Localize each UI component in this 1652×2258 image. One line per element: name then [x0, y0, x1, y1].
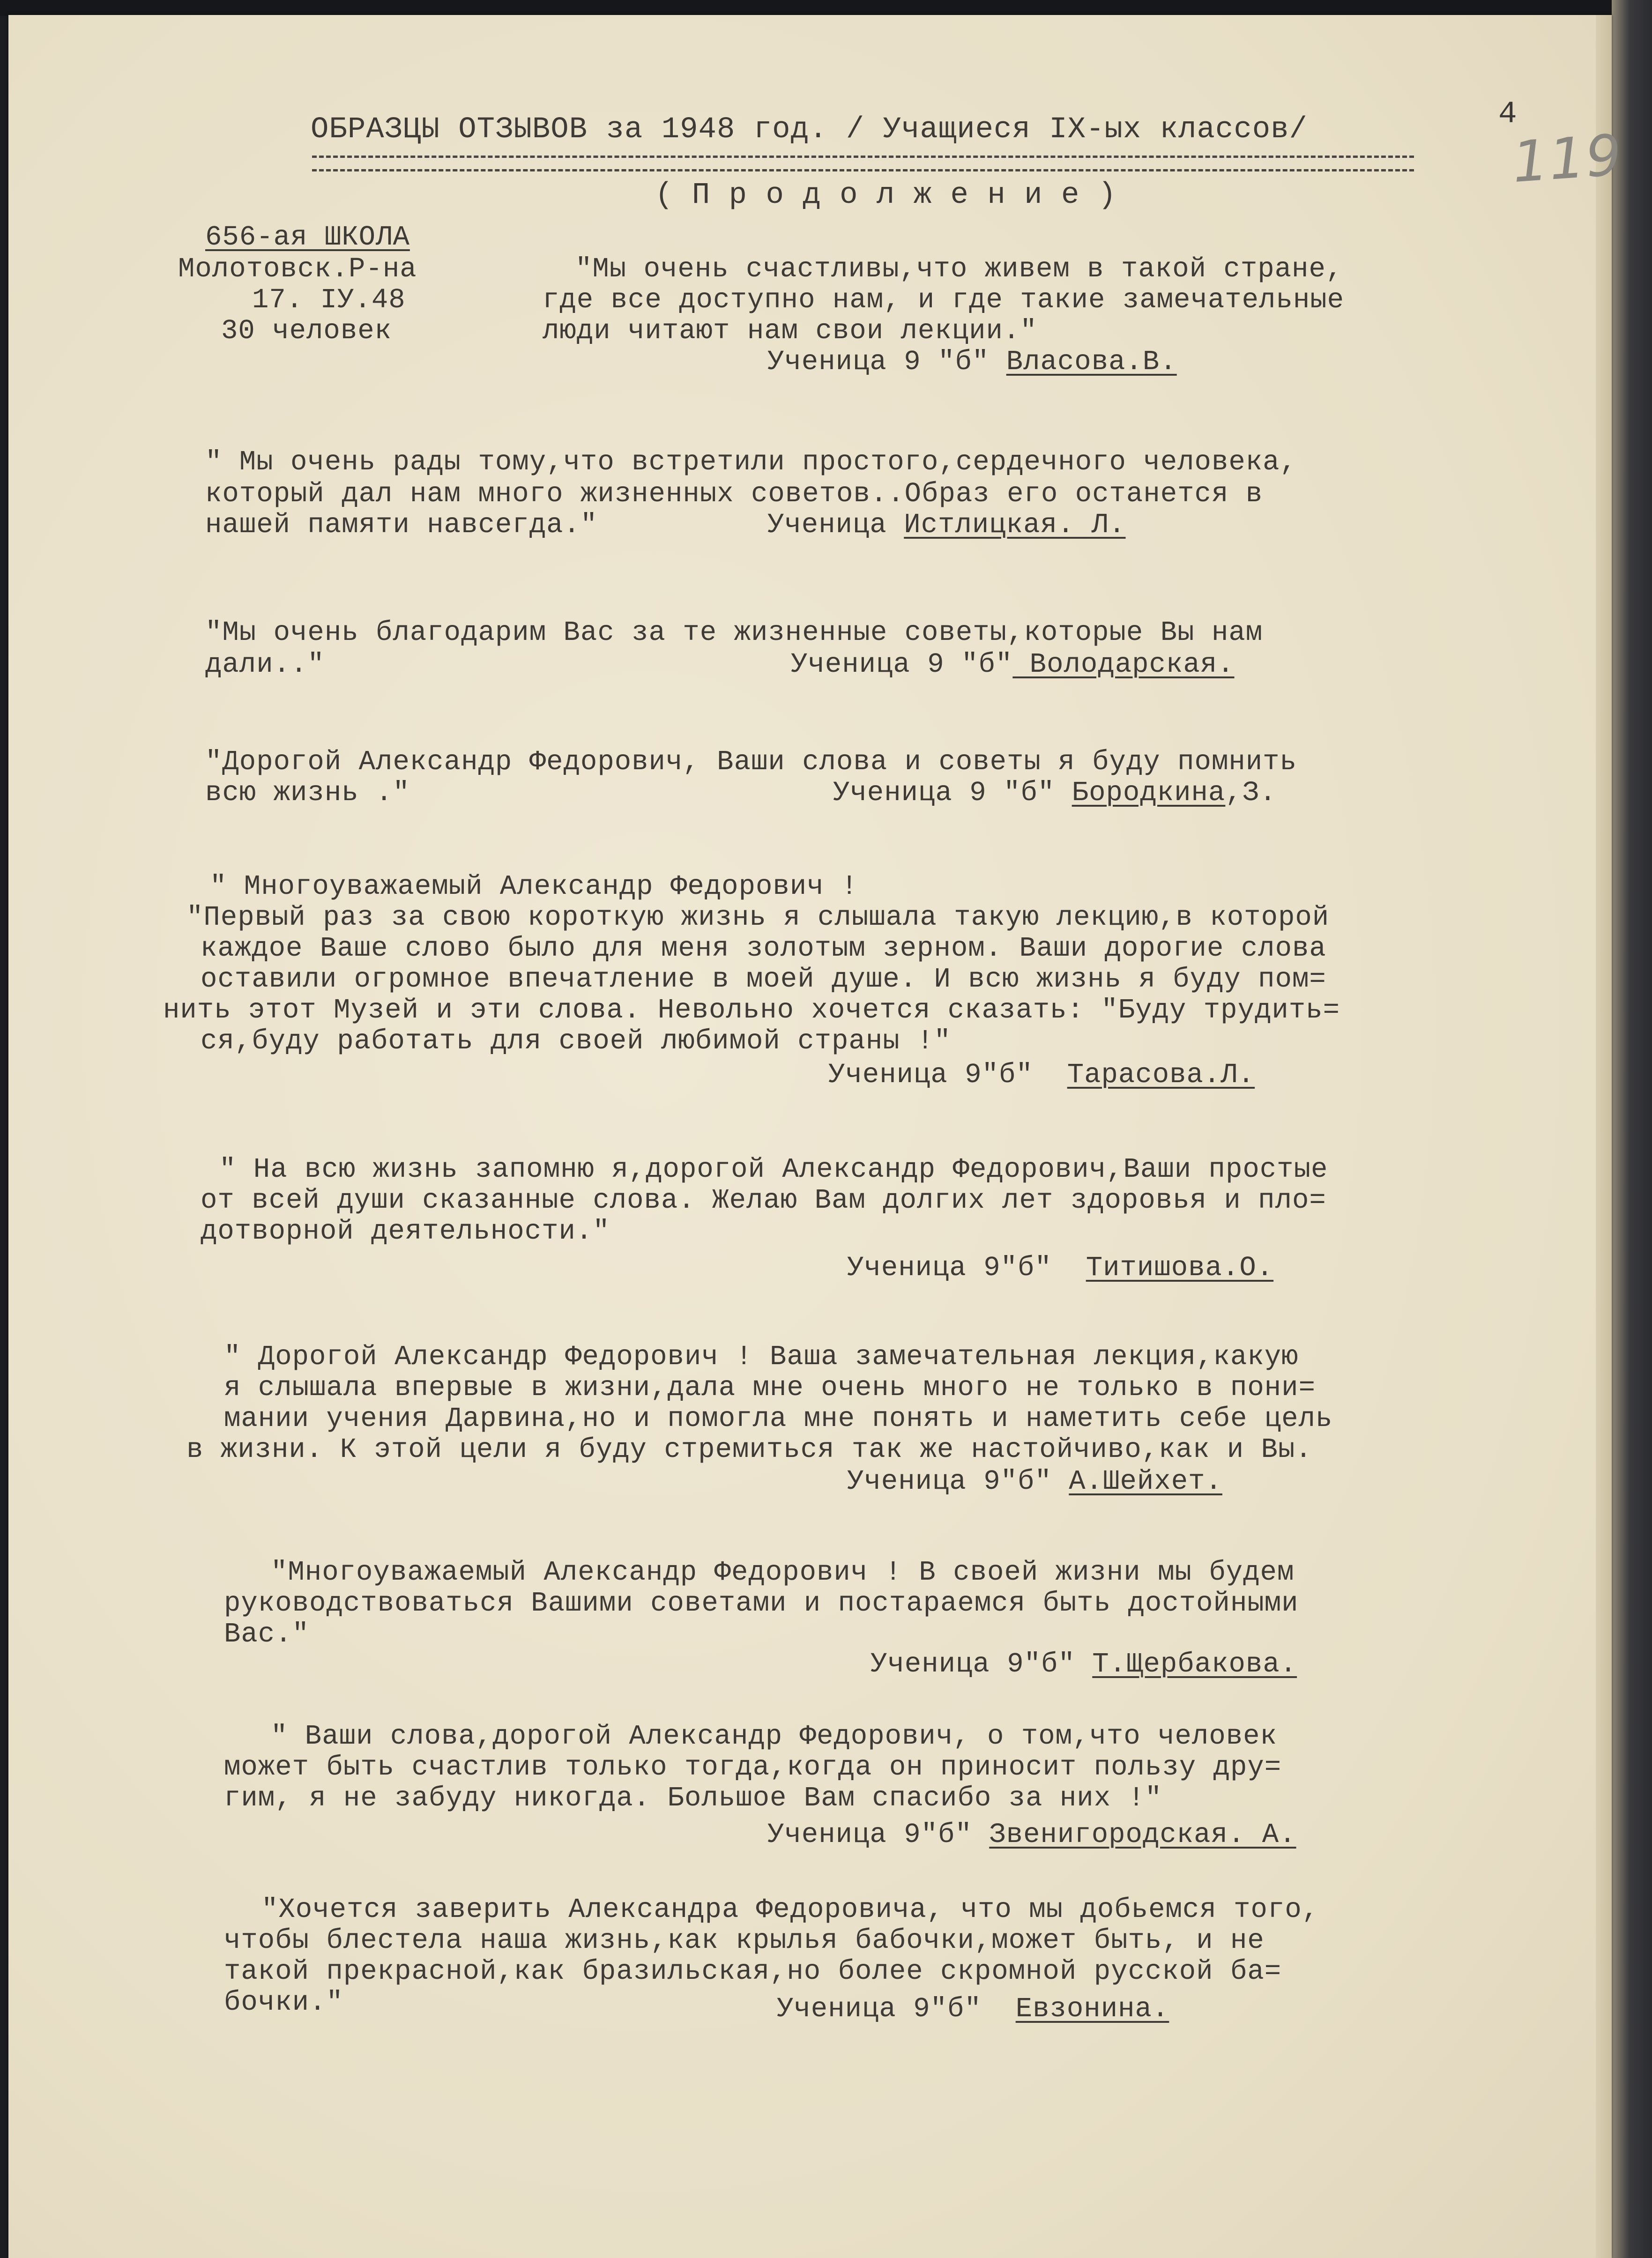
review-line: " На всю жизнь запомню я,дорогой Александр Федорович,Ваши простые: [219, 1154, 1328, 1185]
review-line: "Мы очень благодарим Вас за те жизненные советы,которые Вы нам: [205, 617, 1263, 648]
review-line: ся,буду работать для своей любимой страны !": [201, 1025, 951, 1057]
signature-name: Истлицкая. Л.: [904, 509, 1126, 541]
review-line: "Хочется заверить Александра Федоровича, что мы добьемся того,: [261, 1894, 1319, 1925]
review-line: дотворной деятельности.": [201, 1216, 610, 1247]
review-line: может быть счастлив только тогда,когда он приносит пользу дру=: [224, 1752, 1282, 1783]
review-signature: [767, 1819, 1296, 1851]
signature-name: Тарасова.Л.: [1067, 1059, 1255, 1091]
signature-prefix: Ученица 9 "б": [833, 777, 1072, 809]
archive-number: 119: [1510, 122, 1625, 196]
page-edge: [1596, 15, 1612, 2258]
review-line: бочки.": [224, 1987, 343, 2018]
review-line: каждое Ваше слово было для меня золотым зерном. Ваши дорогие слова: [201, 933, 1326, 964]
review-line: оставили огромное впечатление в моей душе. И всю жизнь я буду пом=: [201, 964, 1326, 995]
review-line: гим, я не забуду никогда. Большое Вам спасибо за них !": [224, 1783, 1162, 1814]
review-signature: [847, 1252, 1273, 1285]
review-signature: [767, 346, 1177, 379]
title-double-rule: [312, 156, 1414, 171]
signature-prefix: Ученица 9"б": [828, 1059, 1067, 1091]
school-count: 30 человек: [221, 315, 392, 347]
review-signature: [777, 1993, 1169, 2026]
review-line: " Мы очень рады тому,что встретили простого,сердечного человека,: [205, 446, 1297, 478]
signature-prefix: Ученица 9"б": [847, 1466, 1069, 1497]
scan-background-right: [1612, 0, 1652, 2258]
signature-name: Титишова.О.: [1086, 1252, 1274, 1284]
school-name: 656-ая ШКОЛА: [205, 222, 410, 253]
signature-name: А.Шейхет.: [1069, 1466, 1222, 1497]
review-line: "Дорогой Александр Федорович, Ваши слова и советы я буду помнить: [205, 746, 1297, 778]
review-line: " Ваши слова,дорогой Александр Федорович, о том,что человек: [271, 1721, 1277, 1752]
review-line: мании учения Дарвина,но и помогла мне понять и наметить себе цель: [224, 1403, 1333, 1434]
review-line: такой прекрасной,как бразильская,но более скромной русской ба=: [224, 1956, 1282, 1987]
review-line: от всей души сказанные слова. Желаю Вам долгих лет здоровья и пло=: [201, 1185, 1326, 1216]
signature-name: Власова.В.: [1006, 346, 1177, 378]
signature-prefix: Ученица 9"б": [871, 1649, 1093, 1680]
signature-name: Володарская.: [1012, 649, 1235, 680]
review-signature: [847, 1465, 1222, 1498]
review-line: " Дорогой Александр Федорович ! Ваша замечательная лекция,какую: [224, 1341, 1299, 1373]
review-line: чтобы блестела наша жизнь,как крылья бабочки,может быть, и не: [224, 1925, 1265, 1956]
review-signature: [871, 1648, 1297, 1681]
review-line: "Мы очень счастливы,что живем в такой стране,: [575, 253, 1343, 285]
signature-name: Бородкина: [1072, 777, 1226, 809]
review-line: нить этот Музей и эти слова. Невольно хочется сказать: "Буду трудить=: [163, 995, 1340, 1026]
signature-prefix: Ученица: [767, 509, 904, 541]
review-line: я слышала впервые в жизни,дала мне очень много не только в пони=: [224, 1372, 1316, 1404]
review-line: "Первый раз за свою короткую жизнь я слышала такую лекцию,в которой: [186, 902, 1330, 933]
review-line: который дал нам много жизненных советов..Образ его останется в: [205, 478, 1263, 510]
signature-prefix: Ученица 9 "б": [767, 346, 1006, 378]
review-line: "Многоуважаемый Александр Федорович ! В своей жизни мы будем: [271, 1557, 1295, 1588]
document-page: [8, 15, 1625, 2258]
signature-prefix: Ученица 9"б": [767, 1819, 990, 1850]
review-signature: [828, 1059, 1255, 1092]
school-district: Молотовск.Р-на: [178, 253, 417, 285]
review-line: дали..": [205, 649, 325, 680]
signature-name: Т.Щербакова.: [1092, 1649, 1297, 1680]
review-line: люди читают нам свои лекции.": [543, 315, 1037, 347]
review-line: Вас.": [224, 1619, 310, 1650]
review-line: всю жизнь .": [205, 777, 410, 809]
document-title: ОБРАЗЦЫ ОТЗЫВОВ за 1948 год. / Учащиеся IX-ых классов/: [311, 113, 1308, 147]
review-line: руководствоваться Вашими советами и постараемся быть достойными: [224, 1588, 1299, 1619]
signature-prefix: Ученица 9"б": [777, 1993, 1016, 2025]
review-signature: [791, 648, 1235, 681]
review-line: в жизни. К этой цели я буду стремиться так же настойчиво,как и Вы.: [186, 1434, 1312, 1465]
scan-background-top: [0, 0, 1652, 16]
review-signature: [833, 777, 1277, 810]
document-subtitle: ( П р о д о л ж е н и е ): [655, 178, 1117, 212]
school-date: 17. IУ.48: [252, 284, 406, 316]
signature-prefix: Ученица 9 "б": [791, 649, 1013, 680]
review-signature: [767, 509, 1126, 542]
signature-prefix: Ученица 9"б": [847, 1252, 1086, 1284]
review-line: где все доступно нам, и где такие замечательные: [543, 284, 1345, 316]
review-line: нашей памяти навсегда.": [205, 509, 598, 541]
signature-name: Звенигородская. А.: [989, 1819, 1296, 1850]
review-line: " Многоуважаемый Александр Федорович !: [210, 871, 858, 902]
signature-name: Евзонина.: [1015, 1993, 1169, 2025]
page-number: 4: [1498, 97, 1517, 132]
signature-suffix: ,З.: [1225, 777, 1277, 809]
